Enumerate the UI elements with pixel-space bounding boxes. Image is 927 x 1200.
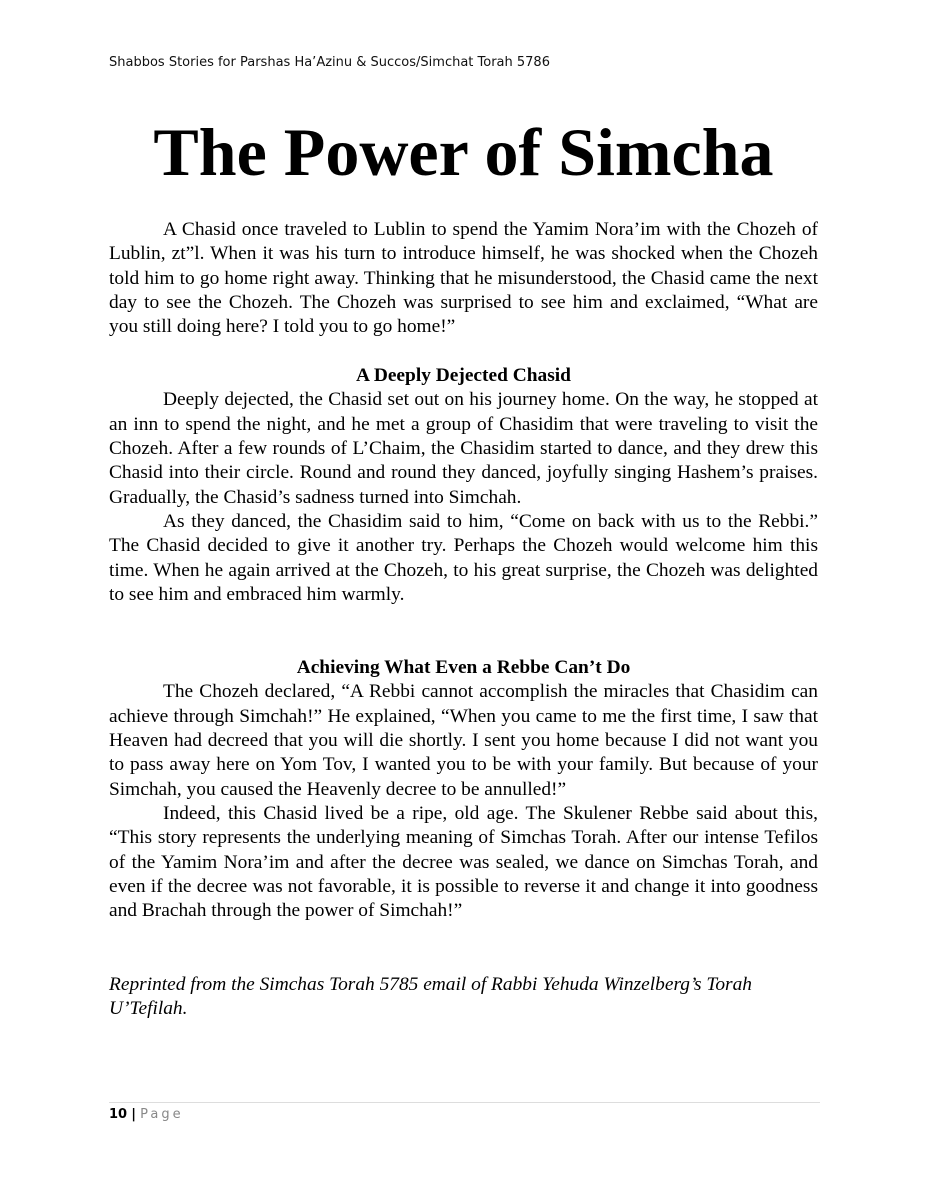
- paragraph: A Chasid once traveled to Lublin to spend the Yamim Nora’im with the Chozeh of Lublin, zt”l. When it was his turn to introduce himself, he was shocked when the Chozeh told him to go home right away. Thinking that he misunderstood, the Chasid came the next day to see the Chozeh. The Chozeh was surprised to see him and exclaimed, “What are you still doing here? I told you to go home!”: [109, 219, 818, 338]
- reprint-note: [109, 973, 818, 1022]
- section-heading: A Deeply Dejected Chasid: [356, 365, 571, 386]
- paragraph: The Chozeh declared, “A Rebbi cannot accomplish the miracles that Chasidim can achieve through Simchah!” He explained, “When you came to me the first time, I saw that Heaven had decreed that you will die shortly. I sent you home because I did not want you to pass away here on Yom Tov, I wanted you to be with your family. But because of your Simchah, you caused the Heavenly decree to be annulled!”: [109, 681, 818, 800]
- reprint-credit: Reprinted from the Simchas Torah 5785 email of Rabbi Yehuda Winzelberg’s Torah U’Tefilah.: [109, 974, 752, 1020]
- page-label: Page: [140, 1107, 184, 1122]
- paragraph: Indeed, this Chasid lived be a ripe, old age. The Skulener Rebbe said about this, “This story represents the underlying meaning of Simchas Torah. After our intense Tefilos of the Yamim Nora’im and after the decree was sealed, we dance on Simchas Torah, and even if the decree was not favorable, it is possible to reverse it and change it into goodness and Brachah through the power of Simchah!”: [109, 803, 818, 922]
- article-title: The Power of Simcha: [153, 114, 774, 190]
- footer-divider: [109, 1102, 820, 1103]
- footer-separator: |: [131, 1107, 136, 1122]
- section-intro: [109, 218, 818, 340]
- paragraph: As they danced, the Chasidim said to him, “Come on back with us to the Rebbi.” The Chasid decided to give it another try. Perhaps the Chozeh would welcome him this time. When he again arrived at the Chozeh, to his great surprise, the Chozeh was delighted to see him and embraced him warmly.: [109, 511, 818, 606]
- page-number: 10: [109, 1107, 128, 1122]
- section-heading: Achieving What Even a Rebbe Can’t Do: [296, 657, 631, 678]
- running-header: Shabbos Stories for Parshas Ha’Azinu & Succos/Simchat Torah 5786: [109, 55, 550, 70]
- section-dejected: [109, 364, 818, 607]
- paragraph: Deeply dejected, the Chasid set out on his journey home. On the way, he stopped at an inn to spend the night, and he met a group of Chasidim that were traveling to visit the Chozeh. After a few rounds of L’Chaim, the Chasidim started to dance, and they drew this Chasid into their circle. Round and round they danced, joyfully singing Hashem’s praises. Gradually, the Chasid’s sadness turned into Simchah.: [109, 389, 818, 508]
- section-achieving: [109, 656, 818, 924]
- page-footer: [109, 1107, 184, 1122]
